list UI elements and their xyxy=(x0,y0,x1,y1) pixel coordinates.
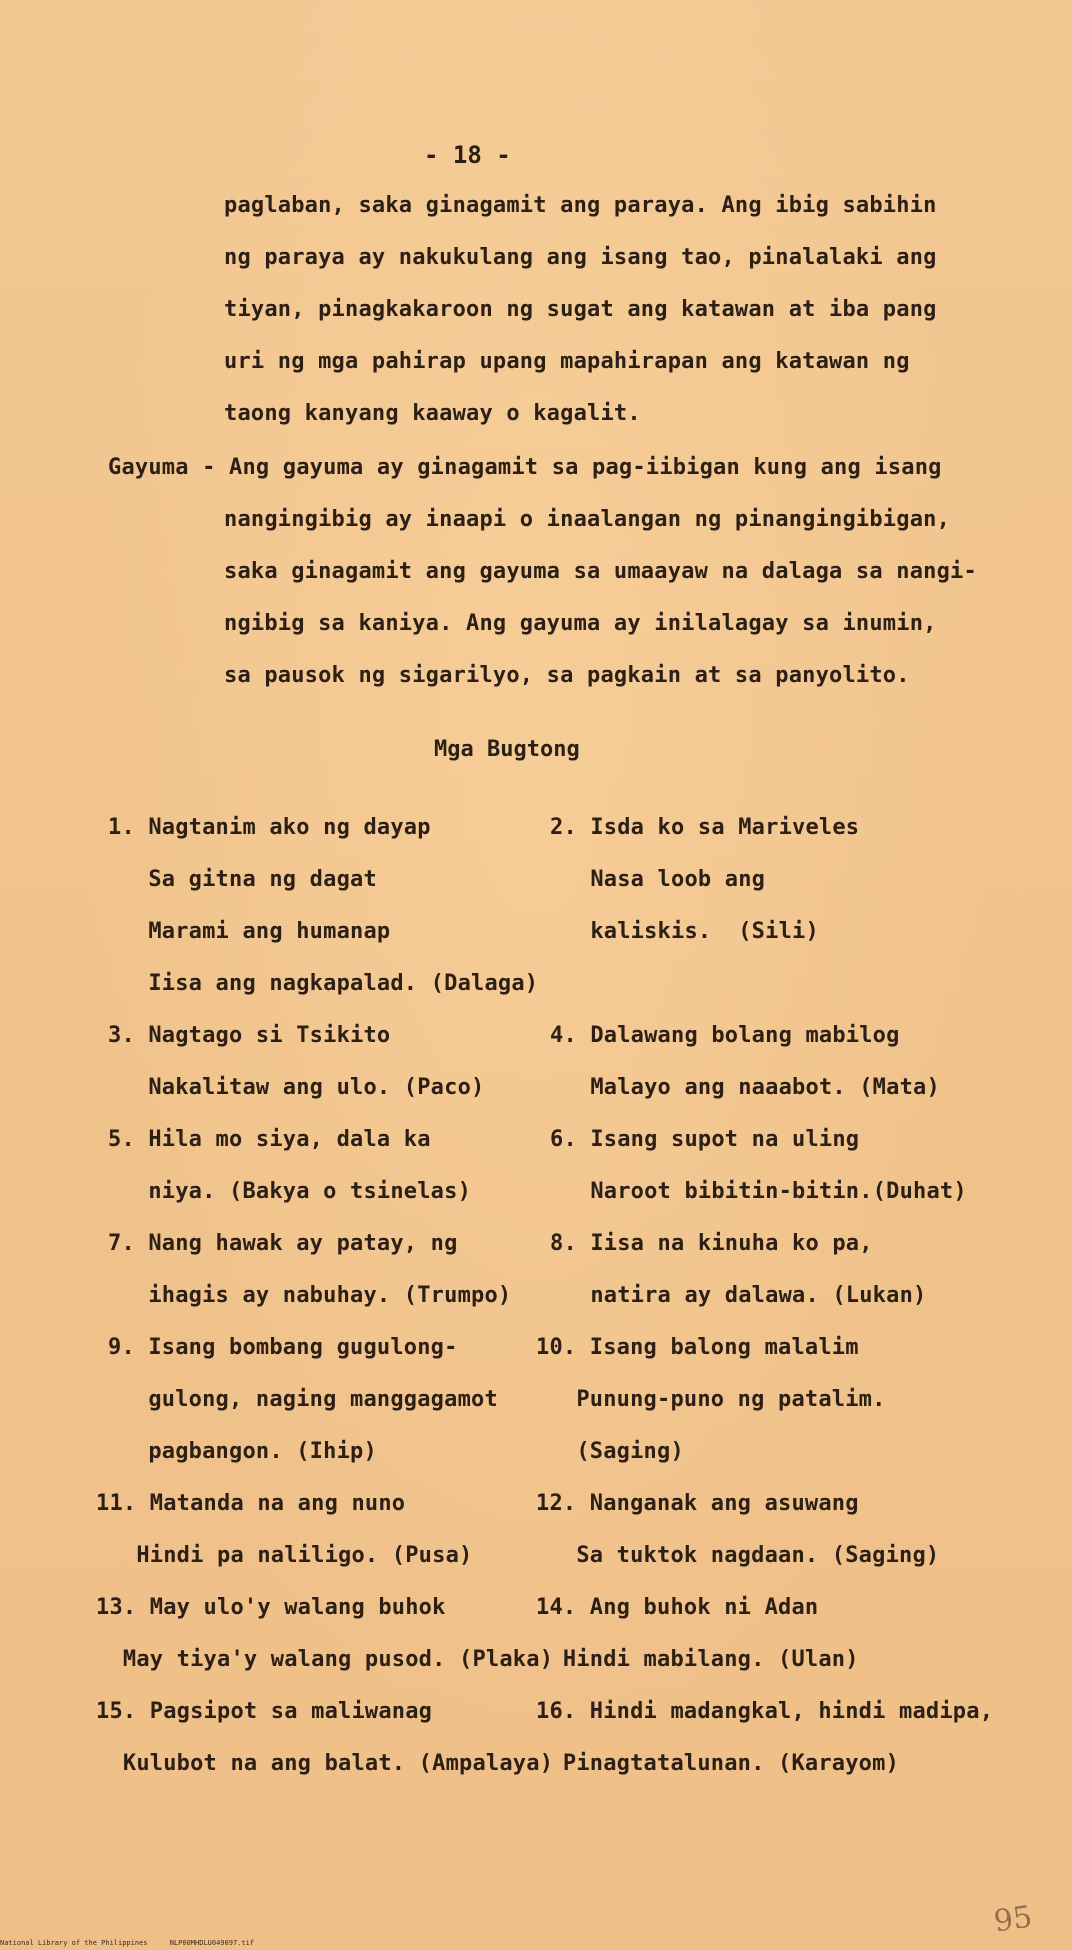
riddle-line: Nakalitaw ang ulo. (Paco) xyxy=(108,1075,485,1100)
para1-line-1: paglaban, saka ginagamit ang paraya. Ang ibig sabihin xyxy=(224,193,937,218)
riddle-line: 12. Nanganak ang asuwang xyxy=(536,1491,859,1516)
riddle-line: Marami ang humanap xyxy=(108,919,391,944)
para2-line-5: sa pausok ng sigarilyo, sa pagkain at sa panyolito. xyxy=(224,663,910,688)
para1-line-4: uri ng mga pahirap upang mapahirapan ang katawan ng xyxy=(224,349,910,374)
riddle-9 xyxy=(108,1334,498,1490)
footer-library: National Library of the Philippines xyxy=(0,1939,148,1947)
riddle-line: pagbangon. (Ihip) xyxy=(108,1439,377,1464)
para2-line-1: Gayuma - Ang gayuma ay ginagamit sa pag-iibigan kung ang isang xyxy=(108,455,942,480)
footer-file: NLP00MHDLU049097.tif xyxy=(169,1939,255,1947)
riddle-2 xyxy=(550,814,859,970)
scan-footer xyxy=(0,1939,272,1947)
handwritten-page-stamp: 95 xyxy=(991,1899,1035,1940)
riddle-line: Sa tuktok nagdaan. (Saging) xyxy=(536,1543,940,1568)
para1-line-5: taong kanyang kaaway o kagalit. xyxy=(224,401,641,426)
riddle-line: kaliskis. (Sili) xyxy=(550,919,819,944)
riddle-line: 1. Nagtanim ako ng dayap xyxy=(108,815,431,840)
riddle-line: 5. Hila mo siya, dala ka xyxy=(108,1127,431,1152)
riddle-line: ihagis ay nabuhay. (Trumpo) xyxy=(108,1283,512,1308)
riddle-5 xyxy=(108,1126,471,1230)
riddle-line: niya. (Bakya o tsinelas) xyxy=(108,1179,472,1204)
para1-line-2: ng paraya ay nakukulang ang isang tao, pinalalaki ang xyxy=(224,245,937,270)
riddle-line: 4. Dalawang bolang mabilog xyxy=(550,1023,900,1048)
riddle-line: 14. Ang buhok ni Adan xyxy=(536,1595,819,1620)
riddle-line: 13. May ulo'y walang buhok xyxy=(96,1595,446,1620)
riddle-1 xyxy=(108,814,538,1022)
riddle-4 xyxy=(550,1022,940,1126)
riddle-line: gulong, naging manggagamot xyxy=(108,1387,498,1412)
para2-line-3: saka ginagamit ang gayuma sa umaayaw na dalaga sa nangi- xyxy=(224,559,977,584)
riddle-line: 6. Isang supot na uling xyxy=(550,1127,860,1152)
riddle-line: Naroot bibitin-bitin.(Duhat) xyxy=(550,1179,967,1204)
riddle-7 xyxy=(108,1230,511,1334)
riddle-13 xyxy=(96,1594,553,1698)
riddle-6 xyxy=(550,1126,967,1230)
riddle-line: 9. Isang bombang gugulong- xyxy=(108,1335,458,1360)
riddle-10 xyxy=(536,1334,886,1490)
riddle-line: natira ay dalawa. (Lukan) xyxy=(550,1283,927,1308)
riddle-8 xyxy=(550,1230,926,1334)
riddle-line: Hindi pa naliligo. (Pusa) xyxy=(96,1543,473,1568)
riddle-12 xyxy=(536,1490,939,1594)
page-number: - 18 - xyxy=(424,141,511,169)
riddle-line: 15. Pagsipot sa maliwanag xyxy=(96,1699,433,1724)
riddle-line: Sa gitna ng dagat xyxy=(108,867,377,892)
para1-line-3: tiyan, pinagkakaroon ng sugat ang katawan at iba pang xyxy=(224,297,937,322)
riddle-line: Nasa loob ang xyxy=(550,867,766,892)
riddle-15 xyxy=(96,1698,553,1802)
riddle-11 xyxy=(96,1490,472,1594)
riddle-line: Kulubot na ang balat. (Ampalaya) xyxy=(96,1751,554,1776)
para2-line-4: ngibig sa kaniya. Ang gayuma ay inilalagay sa inumin, xyxy=(224,611,937,636)
riddle-line: 11. Matanda na ang nuno xyxy=(96,1491,406,1516)
riddle-line: 16. Hindi madangkal, hindi madipa, xyxy=(536,1699,994,1724)
riddle-line: Malayo ang naaabot. (Mata) xyxy=(550,1075,940,1100)
riddle-line: Hindi mabilang. (Ulan) xyxy=(536,1647,859,1672)
riddle-line: Iisa ang nagkapalad. (Dalaga) xyxy=(108,971,539,996)
riddle-line: (Saging) xyxy=(536,1439,684,1464)
riddle-line: Punung-puno ng patalim. xyxy=(536,1387,886,1412)
para2-line-2: nangingibig ay inaapi o inaalangan ng pinangingibigan, xyxy=(224,507,951,532)
riddle-line: 3. Nagtago si Tsikito xyxy=(108,1023,391,1048)
section-heading: Mga Bugtong xyxy=(434,737,580,762)
riddle-line: Pinagtatalunan. (Karayom) xyxy=(536,1751,900,1776)
riddle-16 xyxy=(536,1698,993,1802)
riddle-line: 2. Isda ko sa Mariveles xyxy=(550,815,860,840)
riddle-line: 7. Nang hawak ay patay, ng xyxy=(108,1231,458,1256)
riddle-3 xyxy=(108,1022,484,1126)
riddle-line: 10. Isang balong malalim xyxy=(536,1335,859,1360)
riddle-line: 8. Iisa na kinuha ko pa, xyxy=(550,1231,873,1256)
riddle-14 xyxy=(536,1594,859,1698)
riddle-line: May tiya'y walang pusod. (Plaka) xyxy=(96,1647,554,1672)
